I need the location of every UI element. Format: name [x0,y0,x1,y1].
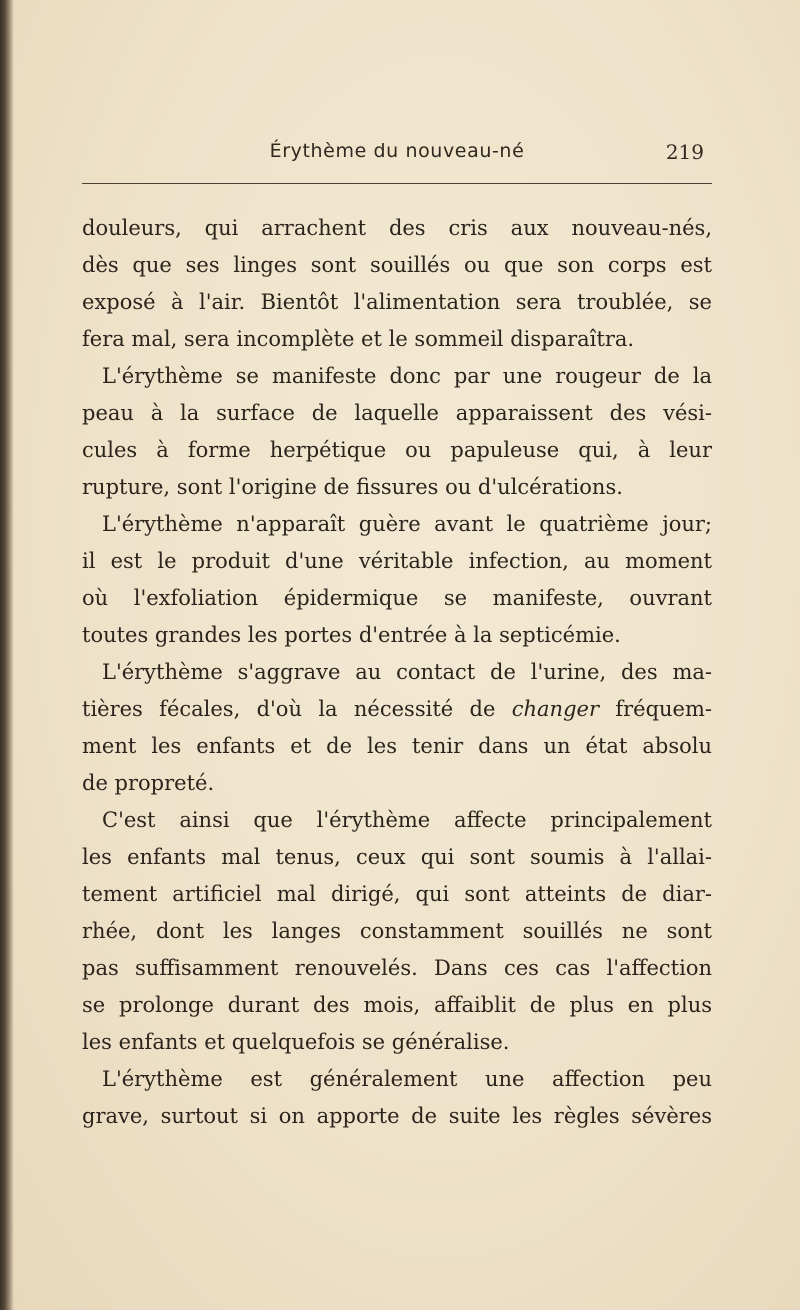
text-line: douleurs, qui arrachent des cris aux nouveau-nés, [82,216,712,240]
text-line: dès que ses linges sont souillés ou que son corps est [82,253,712,277]
text-line: se prolonge durant des mois, affaiblit de plus en plus [82,993,712,1017]
text-line: toutes grandes les portes d'entrée à la septicémie. [82,623,621,647]
text-line-with-emphasis [82,691,712,728]
text-line: grave, surtout si on apporte de suite les règles sévères [82,1104,712,1128]
text-span: fréquem- [599,697,712,721]
text-line: L'érythème se manifeste donc par une rougeur de la [102,364,712,388]
header-rule [82,183,712,184]
text-line: fera mal, sera incomplète et le sommeil disparaîtra. [82,327,635,351]
text-line: les enfants mal tenus, ceux qui sont soumis à l'allai- [82,845,712,869]
page-binding-edge [0,0,14,1310]
text-line: où l'exfoliation épidermique se manifeste, ouvrant [82,586,712,610]
text-line: ment les enfants et de les tenir dans un état absolu [82,734,712,758]
body-text [82,210,712,1135]
running-head [82,140,712,170]
text-line: tement artificiel mal dirigé, qui sont atteints de diar- [82,882,712,906]
text-line: L'érythème n'apparaît guère avant le quatrième jour; [102,512,712,536]
running-head-title: Érythème du nouveau-né [269,140,525,162]
text-line: L'érythème s'aggrave au contact de l'urine, des ma- [102,660,712,684]
text-line: il est le produit d'une véritable infection, au moment [82,549,712,573]
emphasized-word: changer [511,697,599,721]
text-line: exposé à l'air. Bientôt l'alimentation sera troublée, se [82,290,712,314]
text-line: C'est ainsi que l'érythème affecte principalement [102,808,712,832]
text-line: pas suffisamment renouvelés. Dans ces cas l'affection [82,956,712,980]
text-line: rhée, dont les langes constamment souillés ne sont [82,919,712,943]
text-line: L'érythème est généralement une affection peu [102,1067,712,1091]
text-line: rupture, sont l'origine de fissures ou d'ulcérations. [82,475,623,499]
text-span: tières fécales, d'où la nécessité de [82,697,512,721]
page-number: 219 [665,140,704,164]
text-line: peau à la surface de laquelle apparaissent des vési- [82,401,712,425]
text-line: de propreté. [82,771,215,795]
text-line: cules à forme herpétique ou papuleuse qui, à leur [82,438,712,462]
text-line: les enfants et quelquefois se généralise. [82,1030,510,1054]
